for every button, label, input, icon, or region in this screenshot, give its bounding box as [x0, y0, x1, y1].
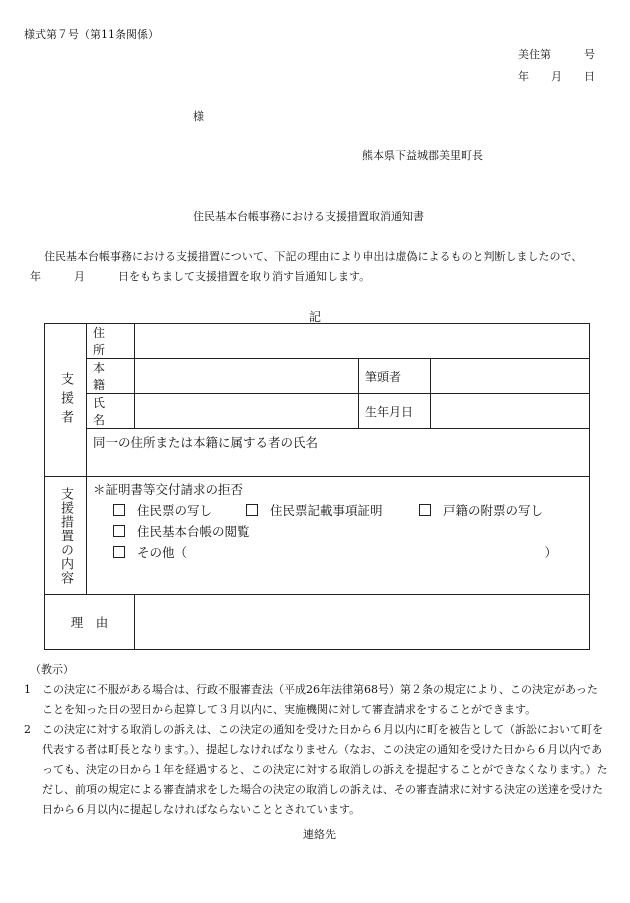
option-other-close: ）: [544, 545, 557, 560]
option-juminhyo[interactable]: 住民票の写し: [113, 500, 246, 521]
checkbox-icon[interactable]: [419, 504, 431, 516]
birth-field[interactable]: [431, 394, 590, 429]
document-number: 美住第 号: [518, 48, 595, 61]
ki-heading: 記: [309, 310, 322, 324]
addressee-suffix: 様: [193, 110, 204, 123]
option-etsuran[interactable]: 住民基本台帳の閲覧: [113, 524, 250, 539]
checkbox-icon[interactable]: [113, 504, 125, 516]
section-supporter-label: 支援者: [58, 371, 73, 429]
address-field[interactable]: [135, 324, 590, 359]
checkbox-icon[interactable]: [113, 546, 125, 558]
honseki-field[interactable]: [135, 359, 359, 394]
hittousha-label: 筆頭者: [359, 359, 431, 394]
checkbox-icon[interactable]: [246, 504, 258, 516]
measure-content: [87, 477, 590, 595]
option-fuhyo[interactable]: 戸籍の附票の写し: [419, 503, 543, 518]
notes-item-1: 1 この決定に不服がある場合は、行政不服審査法（平成26年法律第68号）第２条の規定により、この決定があったことを知った日の翌日から起算して３月以内に、実施機関に対して審査請求をすることができます。: [24, 683, 598, 716]
section-measure-label: 支援措置の内容: [58, 486, 73, 585]
sender-name: 熊本県下益城郡美里町長: [362, 149, 483, 162]
body-text-line2: 年 月 日をもちまして支援措置を取り消す旨通知します。: [30, 270, 371, 283]
checkbox-icon[interactable]: [113, 525, 125, 537]
notes: [24, 660, 608, 820]
document-title: 住民基本台帳事務における支援措置取消通知書: [193, 210, 424, 223]
birth-label: 生年月日: [359, 394, 431, 429]
option-other[interactable]: その他（: [113, 545, 187, 560]
same-household-label: 同一の住所または本籍に属する者の氏名: [93, 435, 319, 450]
reason-label: 理 由: [45, 595, 135, 650]
name-field[interactable]: [135, 394, 359, 429]
reason-field[interactable]: [135, 595, 590, 650]
notes-item-2: 2 この決定に対する取消しの訴えは、この決定の通知を受けた日から６月以内に町を被告として（訴訟において町を代表する者は町長となります。）、提起しなければなりません（なお、この決定の通知を受けた日から６月以内であっても、決定の日から１年を経過すると、この決定に対する取消しの訴えを提起することができなくなります。）ただし、前項の規定による審査請求をした場合の決定の取消しの訴えは、その審査請求に対する決定の送達を受けた日から６月以内に提起しなければならないこととされています。: [24, 723, 608, 816]
body-text-line1: 住民基本台帳事務における支援措置について、下記の理由により申出は虚偽によるものと判断しましたので、: [44, 250, 583, 263]
honseki-label: 本 籍: [87, 359, 135, 394]
address-label: 住 所: [87, 324, 135, 359]
same-household-field[interactable]: [87, 429, 590, 477]
contact-label: 連絡先: [303, 828, 336, 841]
form-number: 様式第７号（第11条関係）: [24, 28, 159, 41]
issue-date: 年 月 日: [518, 70, 595, 83]
notes-heading: （教示）: [30, 663, 74, 676]
support-measure-table: [44, 323, 590, 650]
option-kisai[interactable]: 住民票記載事項証明: [246, 500, 419, 521]
name-label: 氏 名: [87, 394, 135, 429]
hittousha-field[interactable]: [431, 359, 590, 394]
refusal-heading: ＊証明書等交付請求の拒否: [93, 482, 244, 497]
